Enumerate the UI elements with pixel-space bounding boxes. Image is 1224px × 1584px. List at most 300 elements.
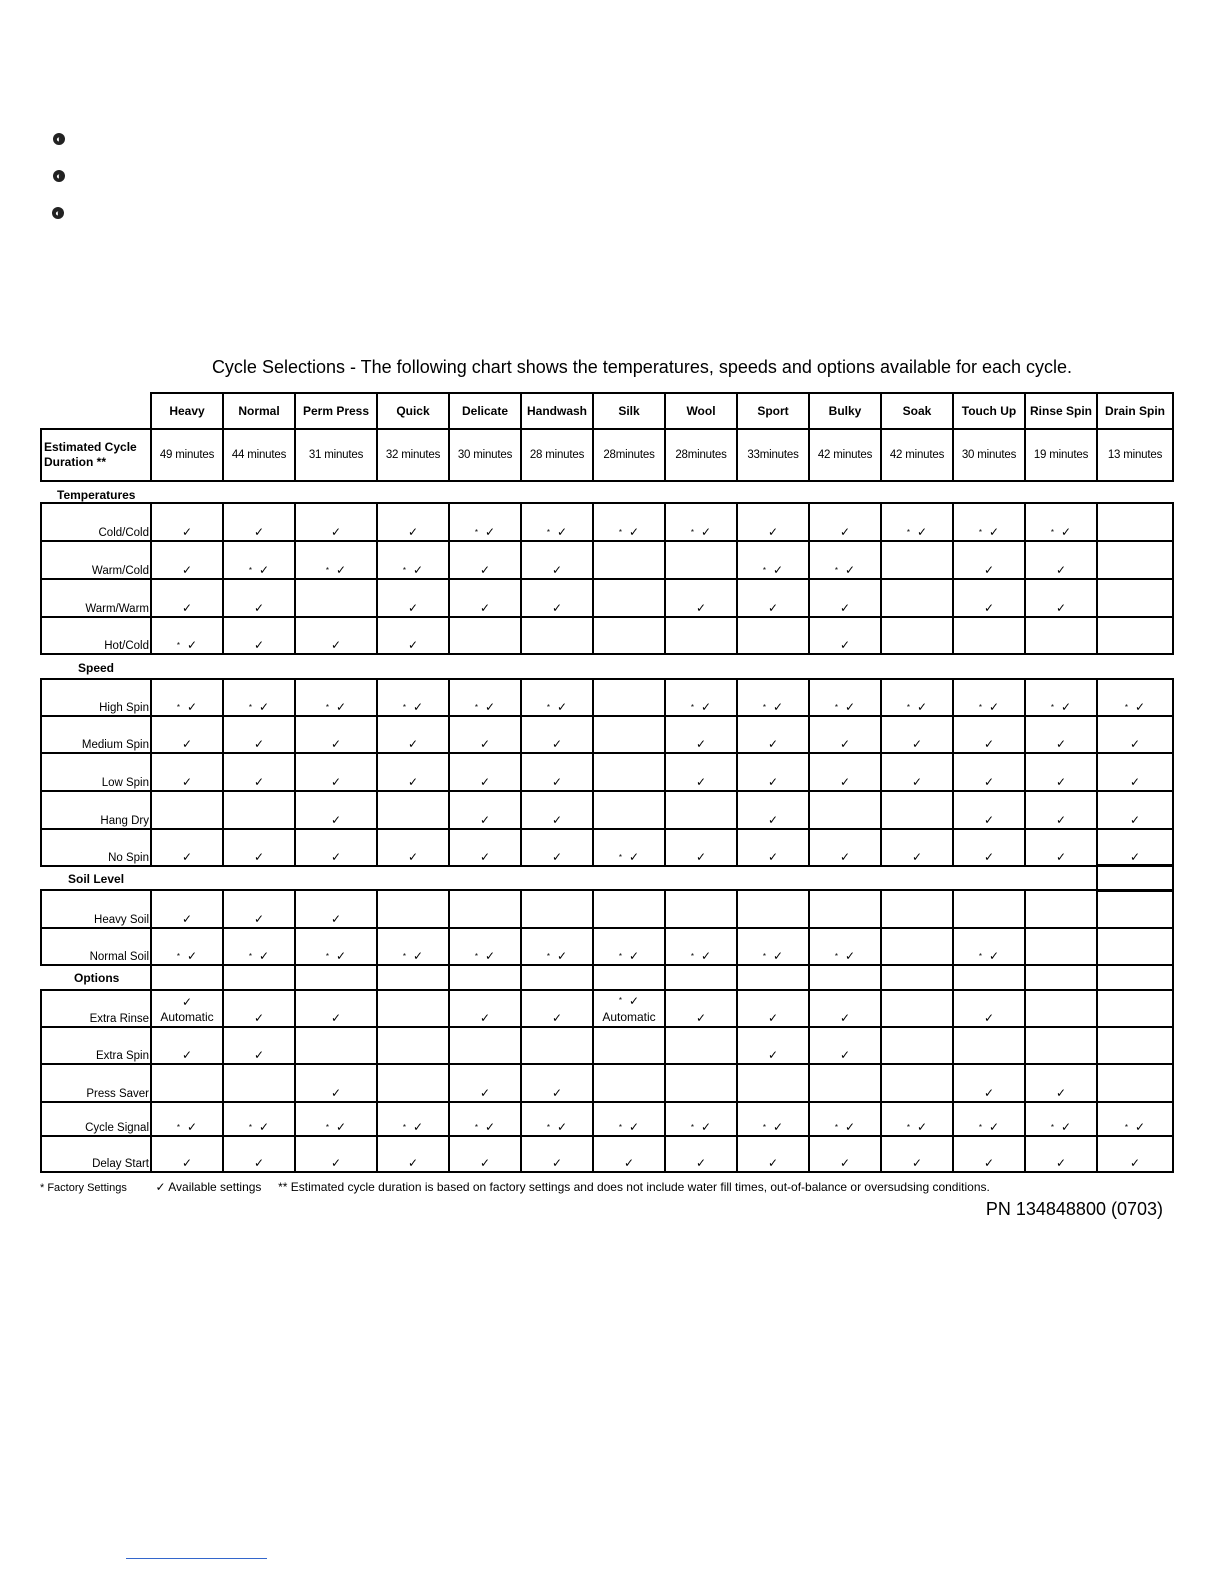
factory-star: * bbox=[906, 703, 911, 712]
check-mark: ✓ bbox=[1055, 775, 1067, 789]
value-cell bbox=[880, 678, 954, 717]
check-mark: ✓ bbox=[989, 949, 1000, 963]
value-cell bbox=[1096, 927, 1174, 966]
check-mark: ✓ bbox=[407, 737, 419, 751]
factory-star: * bbox=[1124, 1123, 1129, 1132]
factory-star: * bbox=[248, 703, 253, 712]
check-mark: ✓ bbox=[1061, 700, 1072, 714]
check-mark: ✓ bbox=[253, 638, 265, 652]
check-mark: ✓ bbox=[767, 1156, 779, 1170]
duration-cell: 42 minutes bbox=[808, 428, 882, 482]
factory-star: * bbox=[618, 528, 623, 537]
value-cell bbox=[880, 752, 954, 792]
check-mark: ✓ bbox=[917, 700, 928, 714]
check-mark: ✓ bbox=[845, 949, 856, 963]
check-mark: ✓ bbox=[701, 700, 712, 714]
value-cell bbox=[448, 540, 522, 580]
factory-settings-note: * Factory Settings bbox=[40, 1182, 127, 1194]
value-cell bbox=[592, 1101, 666, 1137]
value-cell bbox=[294, 540, 378, 580]
value-cell bbox=[520, 1063, 594, 1103]
value-cell bbox=[222, 927, 296, 966]
value-cell bbox=[736, 678, 810, 717]
check-mark: ✓ bbox=[911, 1156, 923, 1170]
check-mark: ✓ bbox=[911, 775, 923, 789]
check-mark: ✓ bbox=[773, 949, 784, 963]
value-cell bbox=[952, 828, 1026, 867]
check-mark: ✓ bbox=[1129, 813, 1141, 827]
value-cell bbox=[520, 927, 594, 966]
empty-cell bbox=[1096, 964, 1174, 991]
factory-star: * bbox=[1050, 703, 1055, 712]
value-cell bbox=[222, 1135, 296, 1173]
value-cell bbox=[1024, 828, 1098, 867]
value-cell bbox=[150, 1101, 224, 1137]
value-cell bbox=[222, 828, 296, 867]
value-cell bbox=[592, 715, 666, 754]
value-cell bbox=[808, 889, 882, 929]
value-cell bbox=[592, 927, 666, 966]
value-cell bbox=[294, 752, 378, 792]
check-mark: ✓ bbox=[330, 737, 342, 751]
check-mark: ✓ bbox=[181, 1156, 193, 1170]
value-cell bbox=[1096, 889, 1174, 929]
value-cell bbox=[520, 1026, 594, 1065]
value-cell bbox=[664, 502, 738, 542]
check-mark: ✓ bbox=[911, 850, 923, 864]
value-cell bbox=[664, 678, 738, 717]
value-cell bbox=[1096, 828, 1174, 867]
value-cell bbox=[1096, 790, 1174, 830]
value-cell bbox=[736, 927, 810, 966]
duration-cell: 32 minutes bbox=[376, 428, 450, 482]
row-label: Hang Dry bbox=[40, 790, 152, 830]
value-cell bbox=[1096, 715, 1174, 754]
check-mark: ✓ bbox=[695, 850, 707, 864]
value-cell bbox=[448, 927, 522, 966]
value-cell bbox=[376, 828, 450, 867]
value-cell bbox=[222, 715, 296, 754]
value-cell bbox=[1096, 578, 1174, 618]
value-cell bbox=[592, 502, 666, 542]
factory-star: * bbox=[1050, 1123, 1055, 1132]
check-mark: ✓ bbox=[259, 700, 270, 714]
value-cell bbox=[1024, 1135, 1098, 1173]
cycle-header: Heavy bbox=[150, 392, 224, 430]
cycle-header: Silk bbox=[592, 392, 666, 430]
row-label: Cold/Cold bbox=[40, 502, 152, 542]
section-title-soil: Soil Level bbox=[68, 872, 125, 886]
factory-star: * bbox=[618, 1123, 623, 1132]
temperature-icon: ◐ bbox=[52, 207, 64, 219]
check-mark: ✓ bbox=[845, 1120, 856, 1134]
value-cell bbox=[376, 616, 450, 655]
factory-star: * bbox=[546, 1123, 551, 1132]
check-mark: ✓ bbox=[983, 1156, 995, 1170]
check-mark: ✓ bbox=[253, 912, 265, 926]
check-mark: ✓ bbox=[839, 1048, 851, 1062]
value-cell bbox=[664, 578, 738, 618]
check-mark: ✓ bbox=[557, 949, 568, 963]
value-cell bbox=[664, 989, 738, 1028]
value-cell bbox=[1024, 540, 1098, 580]
value-cell bbox=[520, 540, 594, 580]
cycle-header: Soak bbox=[880, 392, 954, 430]
value-cell bbox=[664, 616, 738, 655]
duration-cell: 28minutes bbox=[664, 428, 738, 482]
check-mark: ✓ bbox=[767, 737, 779, 751]
value-cell bbox=[1096, 1063, 1174, 1103]
check-mark: ✓ bbox=[767, 813, 779, 827]
value-cell bbox=[880, 1135, 954, 1173]
check-mark: ✓ bbox=[187, 700, 198, 714]
row-label: Press Saver bbox=[40, 1063, 152, 1103]
value-cell bbox=[880, 502, 954, 542]
check-mark: ✓ bbox=[773, 700, 784, 714]
factory-star: * bbox=[248, 1123, 253, 1132]
value-cell bbox=[952, 678, 1026, 717]
value-cell bbox=[520, 889, 594, 929]
value-cell bbox=[222, 1026, 296, 1065]
duration-cell: 33minutes bbox=[736, 428, 810, 482]
factory-star: * bbox=[690, 952, 695, 961]
value-cell bbox=[880, 1026, 954, 1065]
value-cell bbox=[1096, 540, 1174, 580]
value-cell bbox=[294, 889, 378, 929]
check-mark: ✓ bbox=[1129, 850, 1141, 864]
check-mark: ✓ bbox=[983, 563, 995, 577]
check-mark: ✓ bbox=[479, 850, 491, 864]
value-cell bbox=[592, 1026, 666, 1065]
check-mark: ✓ bbox=[1055, 1156, 1067, 1170]
duration-cell: 31 minutes bbox=[294, 428, 378, 482]
value-cell bbox=[736, 828, 810, 867]
check-mark: ✓ bbox=[187, 949, 198, 963]
value-cell bbox=[150, 752, 224, 792]
empty-cell bbox=[808, 964, 882, 991]
row-label: Medium Spin bbox=[40, 715, 152, 754]
check-mark: ✓ bbox=[767, 1048, 779, 1062]
automatic-label: Automatic bbox=[160, 1010, 214, 1024]
value-cell bbox=[448, 502, 522, 542]
check-mark: ✓ bbox=[479, 813, 491, 827]
value-cell bbox=[222, 616, 296, 655]
value-cell bbox=[294, 1063, 378, 1103]
cycle-header: Drain Spin bbox=[1096, 392, 1174, 430]
value-cell bbox=[520, 715, 594, 754]
value-cell bbox=[1024, 790, 1098, 830]
factory-star: * bbox=[402, 1123, 407, 1132]
value-cell bbox=[1096, 752, 1174, 792]
value-cell bbox=[150, 790, 224, 830]
value-cell bbox=[592, 1135, 666, 1173]
value-cell bbox=[1024, 889, 1098, 929]
estimated-duration-note: ** Estimated cycle duration is based on factory settings and does not include water fill times, out-of-balance or oversudsing conditions. bbox=[278, 1180, 990, 1194]
check-mark: ✓ bbox=[629, 994, 640, 1008]
value-cell bbox=[592, 752, 666, 792]
cycle-header: Normal bbox=[222, 392, 296, 430]
check-mark: ✓ bbox=[259, 563, 270, 577]
value-cell bbox=[952, 1135, 1026, 1173]
check-mark: ✓ bbox=[181, 995, 193, 1009]
check-mark: ✓ bbox=[845, 700, 856, 714]
check-mark: ✓ bbox=[839, 1011, 851, 1025]
row-label: Hot/Cold bbox=[40, 616, 152, 655]
duration-cell: 30 minutes bbox=[448, 428, 522, 482]
row-label: Extra Rinse bbox=[40, 989, 152, 1028]
factory-star: * bbox=[325, 952, 330, 961]
factory-star: * bbox=[402, 952, 407, 961]
factory-star: * bbox=[546, 952, 551, 961]
check-mark: ✓ bbox=[629, 949, 640, 963]
value-cell bbox=[222, 578, 296, 618]
value-cell bbox=[880, 1101, 954, 1137]
value-cell bbox=[736, 1063, 810, 1103]
check-mark: ✓ bbox=[181, 775, 193, 789]
value-cell bbox=[664, 790, 738, 830]
value-cell bbox=[448, 578, 522, 618]
empty-cell bbox=[448, 964, 522, 991]
value-cell bbox=[592, 889, 666, 929]
check-mark: ✓ bbox=[253, 1156, 265, 1170]
factory-star: * bbox=[834, 566, 839, 575]
check-mark: ✓ bbox=[181, 525, 193, 539]
value-cell bbox=[222, 889, 296, 929]
value-cell bbox=[736, 1101, 810, 1137]
value-cell bbox=[520, 752, 594, 792]
empty-cell bbox=[952, 964, 1026, 991]
factory-star: * bbox=[176, 641, 181, 650]
value-cell bbox=[448, 715, 522, 754]
value-cell bbox=[736, 752, 810, 792]
check-mark: ✓ bbox=[551, 813, 563, 827]
value-cell bbox=[448, 678, 522, 717]
check-mark: ✓ bbox=[911, 737, 923, 751]
value-cell bbox=[880, 927, 954, 966]
value-cell bbox=[808, 1101, 882, 1137]
factory-star: * bbox=[762, 952, 767, 961]
factory-star: * bbox=[176, 1123, 181, 1132]
value-cell bbox=[880, 790, 954, 830]
value-cell bbox=[880, 616, 954, 655]
check-mark: ✓ bbox=[1129, 775, 1141, 789]
check-mark: ✓ bbox=[983, 1086, 995, 1100]
row-label: Warm/Warm bbox=[40, 578, 152, 618]
factory-star: * bbox=[474, 528, 479, 537]
factory-star: * bbox=[176, 703, 181, 712]
check-mark: ✓ bbox=[330, 1156, 342, 1170]
value-cell bbox=[294, 616, 378, 655]
value-cell bbox=[520, 790, 594, 830]
value-cell bbox=[222, 1101, 296, 1137]
check-mark: ✓ bbox=[1129, 1156, 1141, 1170]
value-cell bbox=[808, 752, 882, 792]
value-cell bbox=[952, 989, 1026, 1028]
value-cell bbox=[222, 752, 296, 792]
factory-star: * bbox=[248, 952, 253, 961]
value-cell bbox=[736, 540, 810, 580]
check-mark: ✓ bbox=[479, 775, 491, 789]
value-cell bbox=[376, 889, 450, 929]
check-mark: ✓ bbox=[330, 1086, 342, 1100]
value-cell bbox=[376, 790, 450, 830]
cycle-header: Quick bbox=[376, 392, 450, 430]
check-mark: ✓ bbox=[485, 525, 496, 539]
value-cell bbox=[808, 1063, 882, 1103]
value-cell bbox=[1096, 989, 1174, 1028]
duration-cell: 13 minutes bbox=[1096, 428, 1174, 482]
value-cell bbox=[150, 678, 224, 717]
check-mark: ✓ bbox=[1129, 737, 1141, 751]
section-title-options: Options bbox=[74, 971, 120, 985]
cycle-header: Handwash bbox=[520, 392, 594, 430]
check-mark: ✓ bbox=[1061, 525, 1072, 539]
value-cell bbox=[448, 790, 522, 830]
value-cell bbox=[664, 927, 738, 966]
value-cell bbox=[952, 578, 1026, 618]
cycle-header: Delicate bbox=[448, 392, 522, 430]
value-cell bbox=[952, 502, 1026, 542]
check-mark: ✓ bbox=[701, 949, 712, 963]
value-cell bbox=[808, 502, 882, 542]
check-mark: ✓ bbox=[551, 1156, 563, 1170]
value-cell bbox=[736, 715, 810, 754]
check-mark: ✓ bbox=[187, 1120, 198, 1134]
row-label: No Spin bbox=[40, 828, 152, 867]
value-cell bbox=[448, 752, 522, 792]
value-cell bbox=[1024, 578, 1098, 618]
check-mark: ✓ bbox=[330, 850, 342, 864]
check-mark: ✓ bbox=[253, 1048, 265, 1062]
check-mark: ✓ bbox=[336, 563, 347, 577]
factory-star: * bbox=[834, 1123, 839, 1132]
value-cell bbox=[376, 715, 450, 754]
check-mark: ✓ bbox=[551, 1086, 563, 1100]
check-mark: ✓ bbox=[407, 850, 419, 864]
value-cell bbox=[376, 1101, 450, 1137]
factory-star: * bbox=[325, 703, 330, 712]
value-cell bbox=[150, 828, 224, 867]
check-mark: ✓ bbox=[983, 737, 995, 751]
value-cell bbox=[1024, 989, 1098, 1028]
value-cell bbox=[880, 828, 954, 867]
value-cell bbox=[520, 502, 594, 542]
value-cell bbox=[1096, 678, 1174, 717]
factory-star: * bbox=[906, 1123, 911, 1132]
check-mark: ✓ bbox=[407, 525, 419, 539]
empty-cell bbox=[1096, 864, 1174, 892]
check-mark: ✓ bbox=[983, 601, 995, 615]
value-cell bbox=[808, 616, 882, 655]
check-mark: ✓ bbox=[557, 525, 568, 539]
value-cell bbox=[222, 502, 296, 542]
check-mark: ✓ bbox=[767, 1011, 779, 1025]
value-cell bbox=[808, 540, 882, 580]
value-cell bbox=[222, 1063, 296, 1103]
factory-star: * bbox=[546, 528, 551, 537]
check-mark: ✓ bbox=[407, 601, 419, 615]
value-cell bbox=[1024, 752, 1098, 792]
check-mark: ✓ bbox=[917, 525, 928, 539]
check-mark: ✓ bbox=[479, 563, 491, 577]
check-mark: ✓ bbox=[773, 563, 784, 577]
value-cell bbox=[664, 889, 738, 929]
check-mark: ✓ bbox=[767, 601, 779, 615]
value-cell bbox=[376, 1026, 450, 1065]
value-cell bbox=[736, 578, 810, 618]
value-cell bbox=[1024, 502, 1098, 542]
check-mark: ✓ bbox=[695, 737, 707, 751]
check-mark: ✓ bbox=[839, 525, 851, 539]
check-mark: ✓ bbox=[917, 1120, 928, 1134]
value-cell bbox=[808, 1026, 882, 1065]
check-mark: ✓ bbox=[701, 525, 712, 539]
row-label: Extra Spin bbox=[40, 1026, 152, 1065]
cycle-header: Perm Press bbox=[294, 392, 378, 430]
value-cell bbox=[448, 1026, 522, 1065]
check-mark: ✓ bbox=[1055, 737, 1067, 751]
check-mark: ✓ bbox=[485, 1120, 496, 1134]
duration-cell: 28 minutes bbox=[520, 428, 594, 482]
divider-line bbox=[126, 1558, 267, 1559]
row-label: Delay Start bbox=[40, 1135, 152, 1173]
check-mark: ✓ bbox=[551, 775, 563, 789]
factory-star: * bbox=[402, 566, 407, 575]
value-cell bbox=[520, 989, 594, 1028]
value-cell bbox=[1096, 1026, 1174, 1065]
chart-title: Cycle Selections - The following chart shows the temperatures, speeds and options available for each cycle. bbox=[211, 357, 1073, 377]
check-mark: ✓ bbox=[259, 949, 270, 963]
cycle-header: Touch Up bbox=[952, 392, 1026, 430]
factory-star: * bbox=[402, 703, 407, 712]
value-cell bbox=[150, 1135, 224, 1173]
check-mark: ✓ bbox=[983, 850, 995, 864]
value-cell bbox=[376, 502, 450, 542]
check-mark: ✓ bbox=[259, 1120, 270, 1134]
value-cell bbox=[664, 752, 738, 792]
value-cell bbox=[952, 752, 1026, 792]
empty-cell bbox=[1024, 964, 1098, 991]
check-mark: ✓ bbox=[253, 850, 265, 864]
check-mark: ✓ bbox=[767, 525, 779, 539]
temperature-icon: ◐ bbox=[53, 170, 65, 182]
empty-cell bbox=[664, 964, 738, 991]
check-mark: ✓ bbox=[983, 813, 995, 827]
value-cell bbox=[808, 989, 882, 1028]
value-cell bbox=[952, 889, 1026, 929]
empty-cell bbox=[736, 964, 810, 991]
check-mark: ✓ bbox=[479, 737, 491, 751]
check-mark: ✓ bbox=[413, 949, 424, 963]
value-cell bbox=[448, 828, 522, 867]
value-cell bbox=[376, 678, 450, 717]
value-cell bbox=[376, 989, 450, 1028]
value-cell bbox=[664, 828, 738, 867]
check-mark: ✓ bbox=[845, 563, 856, 577]
check-mark: ✓ bbox=[407, 638, 419, 652]
check-mark: ✓ bbox=[181, 1048, 193, 1062]
value-cell bbox=[952, 616, 1026, 655]
check-mark: ✓ bbox=[413, 700, 424, 714]
check-mark: ✓ bbox=[485, 949, 496, 963]
temperature-icon: ◐ bbox=[53, 133, 65, 145]
check-mark: ✓ bbox=[839, 601, 851, 615]
check-mark: ✓ bbox=[330, 775, 342, 789]
value-cell bbox=[736, 889, 810, 929]
value-cell bbox=[294, 1026, 378, 1065]
check-mark: ✓ bbox=[407, 1156, 419, 1170]
factory-star: * bbox=[1124, 703, 1129, 712]
